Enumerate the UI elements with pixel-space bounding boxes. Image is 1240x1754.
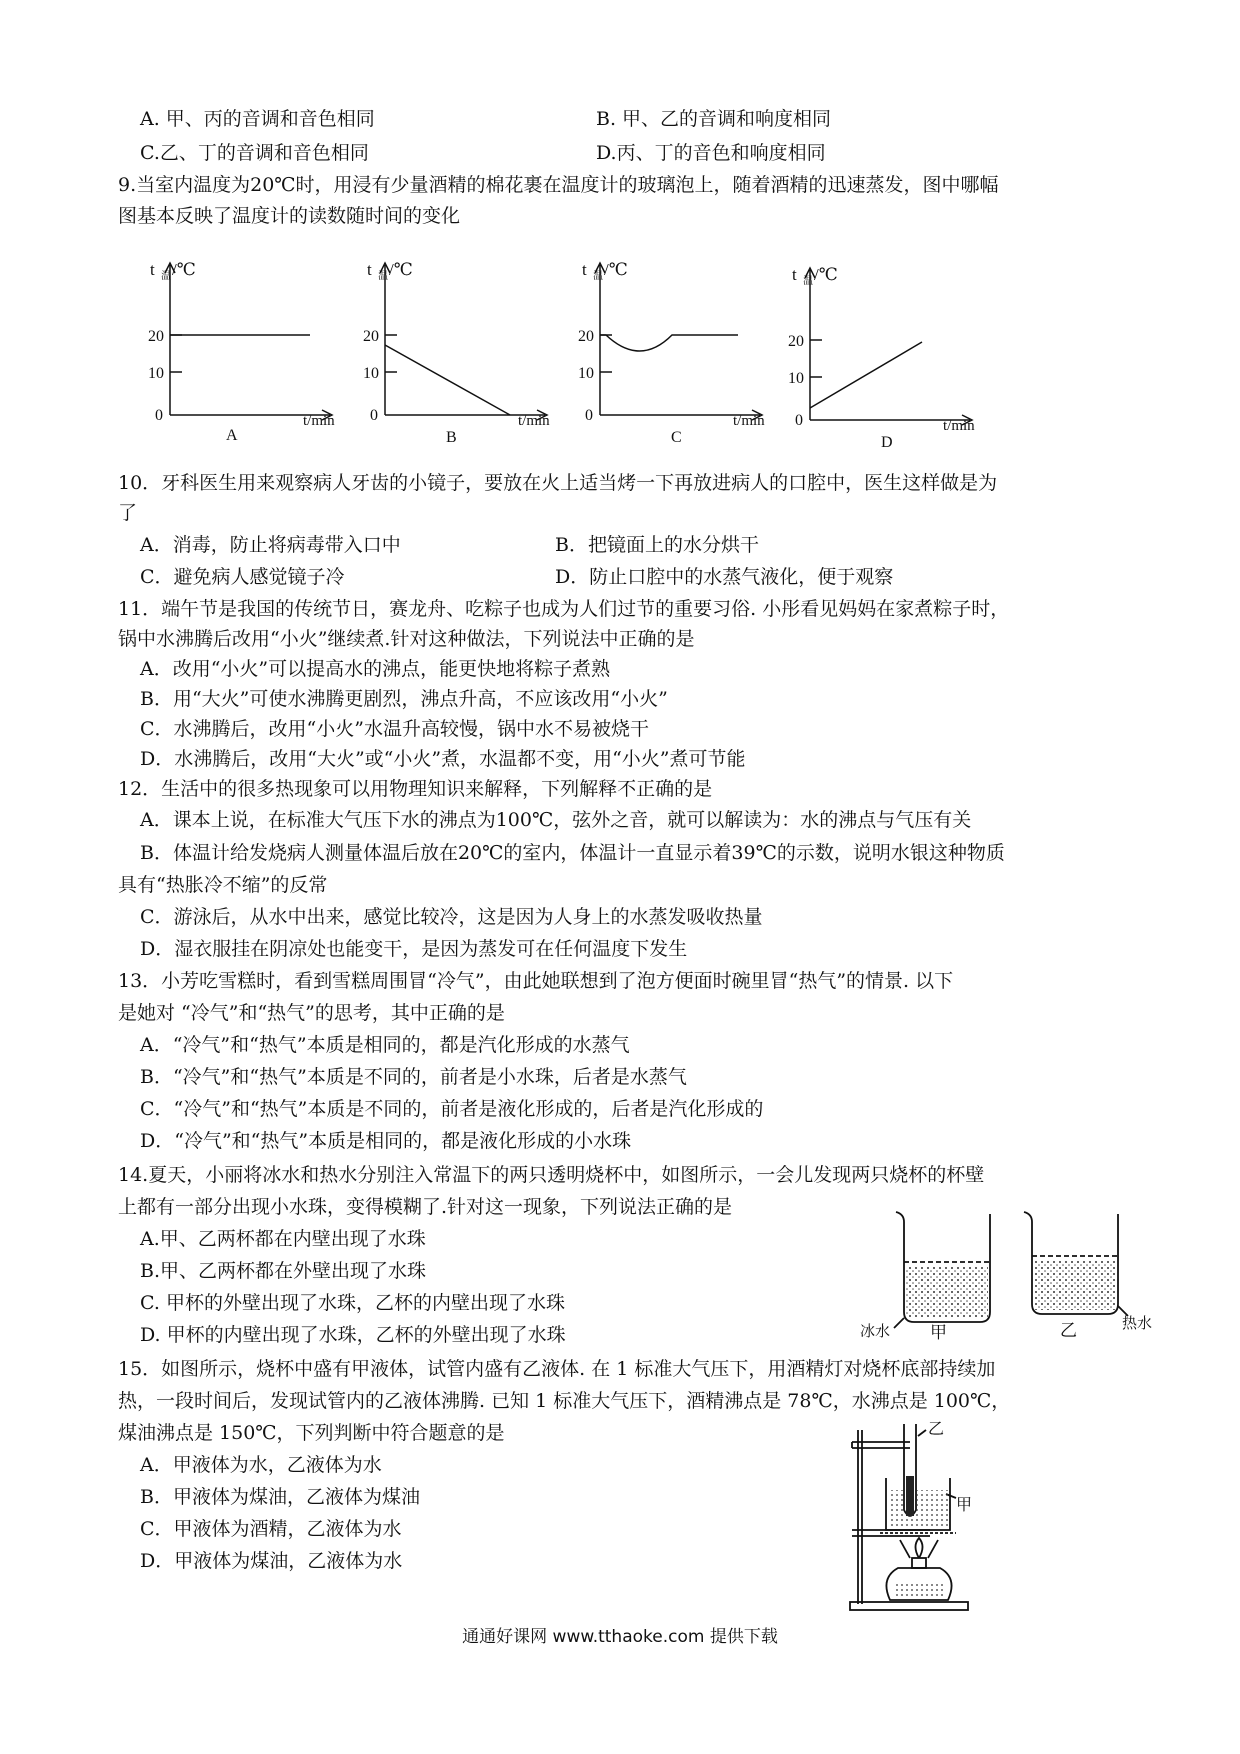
label-yi: 乙	[928, 1421, 945, 1438]
q10-option-c: C．避免病人感觉镜子冷	[140, 566, 345, 588]
graph-c-label: C	[671, 429, 682, 446]
q8-option-c: C.乙、丁的音调和音色相同	[140, 142, 369, 164]
liquid-jia	[906, 1266, 988, 1318]
label-jia: 甲	[930, 1323, 947, 1340]
q8-option-d: D.丙、丁的音色和响度相同	[596, 142, 826, 164]
q14-stem-line1: 14.夏天，小丽将冰水和热水分别注入常温下的两只透明烧杯中，如图所示，一会儿发现两只烧杯的杯壁	[118, 1164, 985, 1186]
graph-c	[595, 263, 762, 420]
graph-b-yunit: /℃	[389, 260, 413, 279]
graph-c-ylabel: t	[582, 260, 587, 279]
graph-a-tick-0: 0	[155, 407, 163, 424]
page-footer: 通通好课网 www.tthaoke.com 提供下载	[462, 1627, 778, 1647]
graph-d-curve	[810, 342, 922, 408]
graph-d-tick-0: 0	[795, 412, 803, 429]
q9-stem-line2: 图基本反映了温度计的读数随时间的变化	[118, 205, 461, 227]
q14-option-c: C. 甲杯的外壁出现了水珠，乙杯的内壁出现了水珠	[140, 1292, 565, 1314]
label-yi: 乙	[1060, 1321, 1077, 1340]
q12-stem-line1: 12．生活中的很多热现象可以用物理知识来解释，下列解释不正确的是	[118, 778, 713, 800]
graph-b-curve	[385, 345, 510, 415]
q15-apparatus-figure	[840, 1418, 980, 1618]
graph-d-ysub: 温	[803, 276, 813, 287]
q12-option-c: C．游泳后，从水中出来，感觉比较冷，这是因为人身上的水蒸发吸收热量	[140, 906, 763, 928]
q12-option-a: A．课本上说，在标准大气压下水的沸点为100℃，弦外之音，就可以解读为：水的沸点与气压有关	[140, 809, 972, 831]
q15-option-c: C．甲液体为酒精，乙液体为水	[140, 1518, 402, 1540]
q13-stem-line2: 是她对 “冷气”和“热气”的思考，其中正确的是	[118, 1002, 505, 1024]
q8-option-a: A. 甲、丙的音调和音色相同	[140, 108, 375, 130]
q10-option-a: A．消毒，防止将病毒带入口中	[140, 534, 401, 556]
graph-c-xlabel: t/min	[733, 413, 765, 429]
graph-b-tick-20: 20	[363, 328, 379, 345]
graph-b	[380, 263, 547, 420]
graph-c-ysub: 温	[593, 271, 603, 282]
label-ice-water: 冰水	[860, 1324, 891, 1340]
label-jia: 甲	[956, 1497, 973, 1514]
q12-option-b-line2: 具有“热胀冷不缩”的反常	[118, 874, 328, 896]
graph-c-yunit: /℃	[604, 260, 628, 279]
q13-stem-line1: 13．小芳吃雪糕时，看到雪糕周围冒“冷气”，由此她联想到了泡方便面时碗里冒“热气”的情景. 以下	[118, 970, 954, 992]
graph-a-ylabel: t	[150, 260, 155, 279]
graph-b-label: B	[446, 429, 457, 446]
graph-d-label: D	[881, 434, 893, 451]
graph-c-tick-0: 0	[585, 407, 593, 424]
q14-option-d: D. 甲杯的内壁出现了水珠，乙杯的外壁出现了水珠	[140, 1324, 566, 1346]
q15-option-b: B．甲液体为煤油，乙液体为煤油	[140, 1486, 420, 1508]
q14-beakers-figure	[860, 1200, 1160, 1340]
graph-d-ylabel: t	[792, 265, 797, 284]
graph-d-xlabel: t/min	[943, 418, 975, 434]
graph-d-yunit: /℃	[814, 265, 838, 284]
graph-c-tick-20: 20	[578, 328, 594, 345]
q15-stem-line1: 15．如图所示，烧杯中盛有甲液体，试管内盛有乙液体. 在 1 标准大气压下，用酒精灯对烧杯底部持续加	[118, 1358, 996, 1380]
q13-option-d: D．“冷气”和“热气”本质是相同的，都是液化形成的小水珠	[140, 1130, 632, 1152]
graph-b-xlabel: t/min	[518, 413, 550, 429]
q11-stem-line2: 锅中水沸腾后改用“小火”继续煮.针对这种做法，下列说法中正确的是	[118, 628, 695, 650]
q13-option-a: A．“冷气”和“热气”本质是相同的，都是汽化形成的水蒸气	[140, 1034, 630, 1056]
q10-option-d: D．防止口腔中的水蒸气液化，便于观察	[555, 566, 894, 588]
graph-d-tick-20: 20	[788, 333, 804, 350]
q10-stem-line2: 了	[118, 502, 138, 524]
graph-b-ylabel: t	[367, 260, 372, 279]
q14-stem-line2: 上都有一部分出现小水珠，变得模糊了.针对这一现象，下列说法正确的是	[118, 1196, 733, 1218]
graph-a-tick-10: 10	[148, 365, 164, 382]
q12-option-d: D．湿衣服挂在阴凉处也能变干，是因为蒸发可在任何温度下发生	[140, 938, 688, 960]
graph-a-tick-20: 20	[148, 328, 164, 345]
label-hot-water: 热水	[1122, 1316, 1153, 1332]
graph-a-xlabel: t/min	[303, 413, 335, 429]
q15-option-d: D．甲液体为煤油，乙液体为水	[140, 1550, 403, 1572]
graph-b-tick-0: 0	[370, 407, 378, 424]
q15-stem-line2: 热，一段时间后，发现试管内的乙液体沸腾. 已知 1 标准大气压下，酒精沸点是 78℃，水沸点是 100℃，	[118, 1390, 1011, 1412]
q11-option-b: B．用“大火”可使水沸腾更剧烈，沸点升高，不应该改用“小火”	[140, 688, 668, 710]
liquid-yi	[1034, 1260, 1116, 1310]
q11-option-d: D．水沸腾后，改用“大火”或“小火”煮，水温都不变，用“小火”煮可节能	[140, 748, 746, 770]
graph-a-label: A	[226, 427, 238, 444]
graph-d	[805, 268, 972, 425]
graph-c-curve	[600, 335, 738, 351]
graph-a-yunit: /℃	[172, 260, 196, 279]
q15-stem-line3: 煤油沸点是 150℃，下列判断中符合题意的是	[118, 1422, 505, 1444]
flame	[916, 1538, 923, 1558]
q14-option-a: A.甲、乙两杯都在内壁出现了水珠	[140, 1228, 426, 1250]
graph-d-tick-10: 10	[788, 370, 804, 387]
q10-option-b: B．把镜面上的水分烘干	[555, 534, 759, 556]
q10-stem-line1: 10．牙科医生用来观察病人牙齿的小镜子，要放在火上适当烤一下再放进病人的口腔中，医生这样做是为	[118, 472, 998, 494]
q9-stem-line1: 9.当室内温度为20℃时，用浸有少量酒精的棉花裹在温度计的玻璃泡上，随着酒精的迅速蒸发，图中哪幅	[118, 174, 999, 196]
graph-a	[165, 263, 332, 420]
q12-option-b-line1: B．体温计给发烧病人测量体温后放在20℃的室内，体温计一直显示着39℃的示数，说明水银这种物质	[140, 842, 1005, 864]
graph-b-ysub: 温	[378, 271, 388, 282]
q9-graphs	[0, 0, 1240, 460]
graph-b-tick-10: 10	[363, 365, 379, 382]
q11-stem-line1: 11．端午节是我国的传统节日，赛龙舟、吃粽子也成为人们过节的重要习俗. 小彤看见妈妈在家煮粽子时，	[118, 598, 1010, 620]
stand-base	[850, 1602, 968, 1610]
graph-c-tick-10: 10	[578, 365, 594, 382]
q15-option-a: A．甲液体为水，乙液体为水	[140, 1454, 382, 1476]
q13-option-b: B．“冷气”和“热气”本质是不同的，前者是小水珠，后者是水蒸气	[140, 1066, 687, 1088]
q11-option-c: C．水沸腾后，改用“小火”水温升高较慢，锅中水不易被烧干	[140, 718, 649, 740]
q13-option-c: C．“冷气”和“热气”本质是不同的，前者是液化形成的，后者是汽化形成的	[140, 1098, 764, 1120]
q8-option-b: B. 甲、乙的音调和响度相同	[596, 108, 832, 130]
q11-option-a: A．改用“小火”可以提高水的沸点，能更快地将粽子煮熟	[140, 658, 611, 680]
graph-a-ysub: 温	[161, 271, 171, 282]
q14-option-b: B.甲、乙两杯都在外壁出现了水珠	[140, 1260, 427, 1282]
